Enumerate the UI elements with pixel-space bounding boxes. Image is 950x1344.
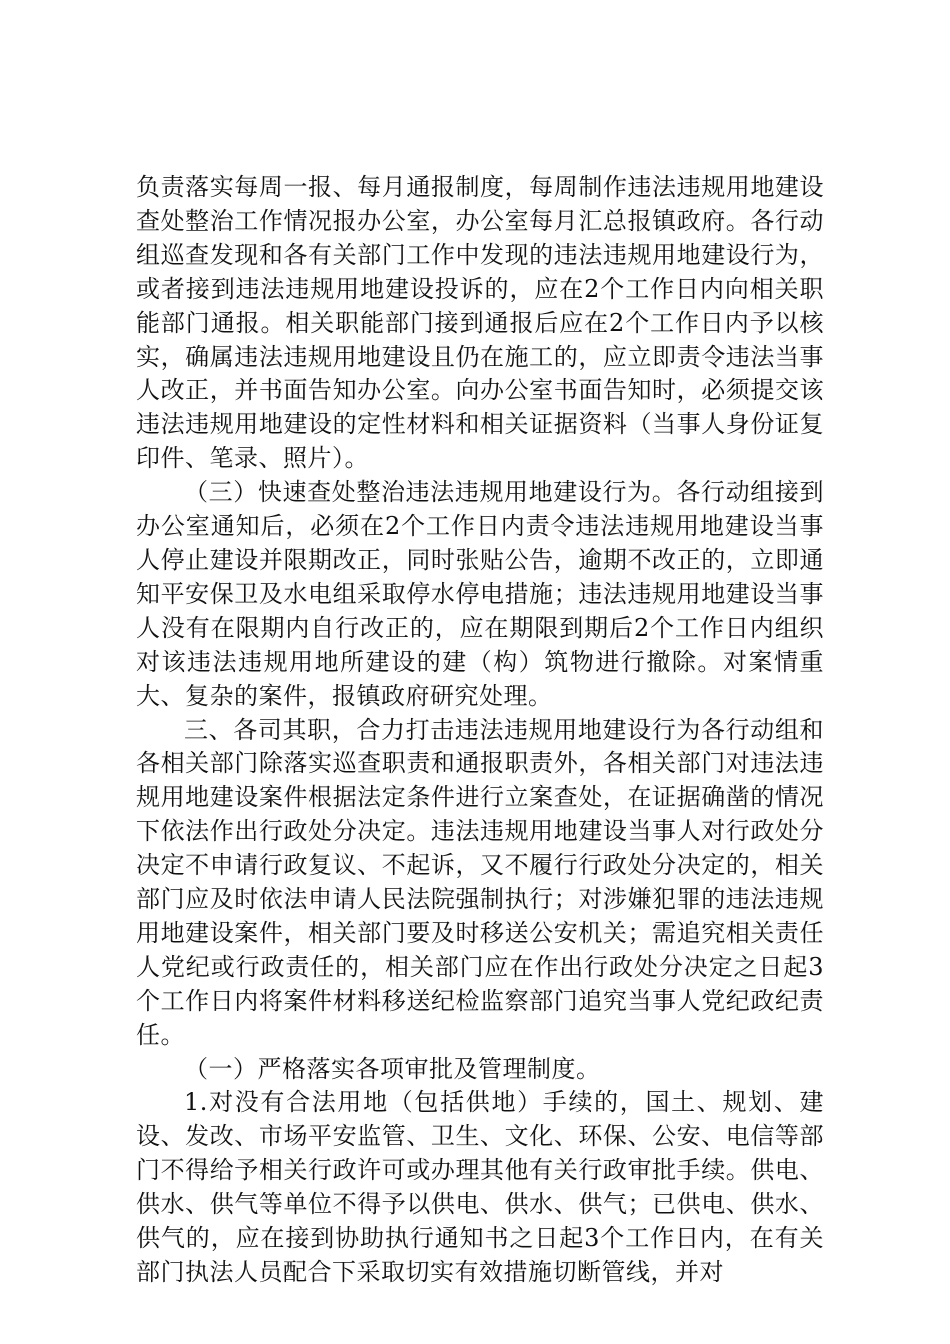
paragraph-1: 负责落实每周一报、每月通报制度，每周制作违法违规用地建设查处整治工作情况报办公室，办公室每月汇总报镇政府。各行动组巡查发现和各有关部门工作中发现的违法违规用地建设行为，或者接到违法违规用地建设投诉的，应在2个工作日内向相关职能部门通报。相关职能部门接到通报后应在2个工作日内予以核实，确属违法违规用地建设且仍在施工的，应立即责令违法当事人改正，并书面告知办公室。向办公室书面告知时，必须提交该违法违规用地建设的定性材料和相关证据资料（当事人身份证复印件、笔录、照片）。: [136, 173, 824, 473]
paragraph-4: （一）严格落实各项审批及管理制度。: [184, 1054, 601, 1083]
paragraph-3: 三、各司其职，合力打击违法违规用地建设行为各行动组和各相关部门除落实巡查职责和通报职责外，各相关部门对违法违规用地建设案件根据法定条件进行立案查处，在证据确凿的情况下依法作出行政处分决定。违法违规用地建设当事人对行政处分决定不申请行政复议、不起诉，又不履行行政处分决定的，相关部门应及时依法申请人民法院强制执行；对涉嫌犯罪的违法违规用地建设案件，相关部门要及时移送公安机关；需追究相关责任人党纪或行政责任的，相关部门应在作出行政处分决定之日起3个工作日内将案件材料移送纪检监察部门追究当事人党纪政纪责任。: [136, 715, 824, 1049]
paragraph-2: （三）快速查处整治违法违规用地建设行为。各行动组接到办公室通知后，必须在2个工作日内责令违法违规用地建设当事人停止建设并限期改正，同时张贴公告，逾期不改正的，立即通知平安保卫及水电组采取停水停电措施；违法违规用地建设当事人没有在限期内自行改正的，应在期限到期后2个工作日内组织对该违法违规用地所建设的建（构）筑物进行撤除。对案情重大、复杂的案件，报镇政府研究处理。: [136, 478, 824, 710]
paragraph-5: 1.对没有合法用地（包括供地）手续的，国土、规划、建设、发改、市场平安监管、卫生、文化、环保、公安、电信等部门不得给予相关行政许可或办理其他有关行政审批手续。供电、供水、供气等单位不得予以供电、供水、供气；已供电、供水、供气的，应在接到协助执行通知书之日起3个工作日内，在有关部门执法人员配合下采取切实有效措施切断管线，并对: [136, 1088, 824, 1286]
document-body: [136, 171, 824, 1290]
